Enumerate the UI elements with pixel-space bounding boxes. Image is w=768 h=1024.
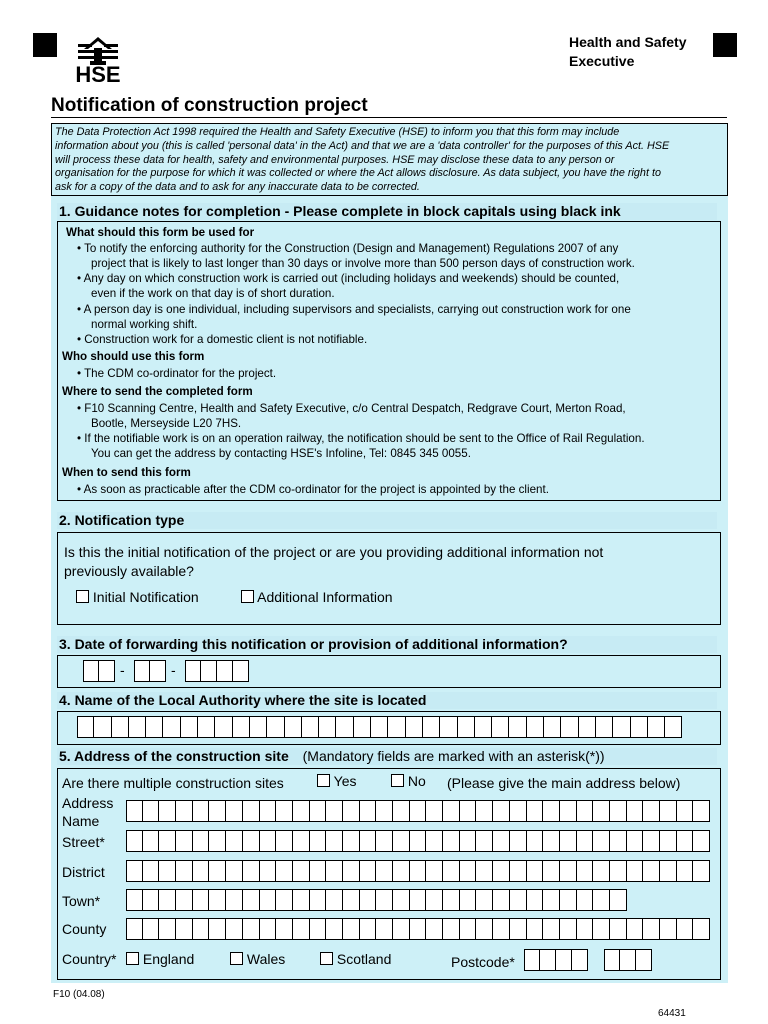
town-field[interactable]	[126, 889, 627, 911]
guidance-line: project that is likely to last longer than 30 days or involve more than 500 person days of construction work.	[91, 257, 635, 270]
character-cell[interactable]	[443, 860, 460, 882]
postcode-outward-field[interactable]	[524, 949, 588, 971]
character-cell[interactable]	[209, 830, 226, 852]
guidance-line: • To notify the enforcing authority for the Construction (Design and Management) Regulations 2007 of any	[77, 242, 619, 255]
character-cell[interactable]	[410, 800, 427, 822]
character-cell[interactable]	[343, 889, 360, 911]
main-address-note: (Please give the main address below)	[447, 775, 681, 791]
initial-notification-option[interactable]	[76, 589, 199, 605]
character-cell[interactable]	[406, 716, 423, 738]
data-protection-line: information about you (this is called 'personal data' in the Act) and that we are a 'data controller' for the purposes of this Act. HSE	[55, 139, 670, 152]
character-cell[interactable]	[143, 889, 160, 911]
character-cell[interactable]	[260, 830, 277, 852]
initial-notification-checkbox[interactable]	[76, 590, 89, 603]
character-cell[interactable]	[527, 830, 544, 852]
character-cell[interactable]	[527, 918, 544, 940]
district-label: District	[62, 864, 105, 880]
character-cell[interactable]	[276, 830, 293, 852]
multiple-sites-no-checkbox[interactable]	[391, 774, 404, 787]
character-cell[interactable]	[475, 716, 492, 738]
additional-information-checkbox[interactable]	[241, 590, 254, 603]
character-cell[interactable]	[660, 860, 677, 882]
country-scotland-option[interactable]	[320, 951, 391, 967]
england-checkbox[interactable]	[126, 952, 139, 965]
guidance-line: • The CDM co-ordinator for the project.	[77, 367, 277, 380]
character-cell[interactable]	[693, 918, 710, 940]
wales-label: Wales	[246, 951, 286, 967]
character-cell[interactable]	[310, 800, 327, 822]
character-cell[interactable]	[209, 860, 226, 882]
guidance-who-heading: Who should use this form	[62, 350, 205, 363]
guidance-where-heading: Where to send the completed form	[62, 385, 253, 398]
character-cell[interactable]	[610, 860, 627, 882]
character-cell[interactable]	[319, 716, 336, 738]
character-cell[interactable]	[627, 918, 644, 940]
district-field[interactable]	[126, 860, 710, 882]
character-cell[interactable]	[510, 800, 527, 822]
character-cell[interactable]	[310, 918, 327, 940]
character-cell[interactable]	[126, 800, 143, 822]
character-cell[interactable]	[460, 918, 477, 940]
character-cell[interactable]	[543, 830, 560, 852]
county-label: County	[62, 921, 107, 937]
character-cell[interactable]	[627, 800, 644, 822]
street-label: Street*	[62, 834, 105, 850]
character-cell[interactable]	[360, 830, 377, 852]
additional-information-label: Additional Information	[257, 589, 393, 605]
character-cell[interactable]	[527, 860, 544, 882]
character-cell[interactable]	[243, 860, 260, 882]
character-cell[interactable]	[215, 716, 232, 738]
character-cell[interactable]	[643, 860, 660, 882]
character-cell[interactable]	[360, 860, 377, 882]
character-cell[interactable]	[426, 830, 443, 852]
character-cell[interactable]	[193, 830, 210, 852]
section-4-heading: 4. Name of the Local Authority where the site is located	[57, 692, 717, 709]
character-cell[interactable]	[360, 889, 377, 911]
england-label: England	[142, 951, 195, 967]
character-cell[interactable]	[260, 918, 277, 940]
character-cell[interactable]	[193, 889, 210, 911]
character-cell[interactable]	[665, 716, 682, 738]
character-cell[interactable]	[393, 800, 410, 822]
character-cell[interactable]	[493, 918, 510, 940]
data-protection-line: organisation for the purpose for which it was collected or where the Act allows disclosure. As data subject, you have the right to	[55, 167, 661, 180]
section-3-heading: 3. Date of forwarding this notification or provision of additional information?	[57, 636, 717, 653]
character-cell[interactable]	[579, 716, 596, 738]
character-cell[interactable]	[593, 860, 610, 882]
character-cell[interactable]	[561, 716, 578, 738]
character-cell[interactable]	[443, 918, 460, 940]
character-cell[interactable]	[94, 716, 111, 738]
character-cell[interactable]	[343, 800, 360, 822]
character-cell[interactable]	[233, 716, 250, 738]
character-cell[interactable]	[493, 800, 510, 822]
guidance-line: • F10 Scanning Centre, Health and Safety Executive, c/o Central Despatch, Redgrave Court, Merton Road,	[77, 402, 626, 415]
character-cell[interactable]	[77, 716, 94, 738]
character-cell[interactable]	[336, 716, 353, 738]
date-month-field[interactable]	[134, 660, 166, 682]
character-cell[interactable]	[260, 860, 277, 882]
character-cell[interactable]	[343, 918, 360, 940]
character-cell[interactable]	[388, 716, 405, 738]
character-cell[interactable]	[376, 800, 393, 822]
character-cell[interactable]	[129, 716, 146, 738]
character-cell[interactable]	[577, 830, 594, 852]
registration-mark-right	[713, 33, 737, 57]
character-cell[interactable]	[181, 716, 198, 738]
character-cell[interactable]	[126, 918, 143, 940]
character-cell[interactable]	[543, 918, 560, 940]
multiple-sites-no-label: No	[407, 773, 426, 789]
guidance-when-heading: When to send this form	[62, 466, 191, 479]
character-cell[interactable]	[693, 830, 710, 852]
hse-logo	[68, 36, 128, 90]
character-cell[interactable]	[544, 716, 561, 738]
data-protection-line: ask for a copy of the data and to ask for any inaccurate data to be corrected.	[55, 181, 420, 194]
character-cell[interactable]	[677, 860, 694, 882]
county-field[interactable]	[126, 918, 710, 940]
multiple-sites-question: Are there multiple construction sites	[62, 775, 284, 791]
character-cell[interactable]	[443, 830, 460, 852]
character-cell[interactable]	[143, 830, 160, 852]
character-cell[interactable]	[577, 860, 594, 882]
character-cell[interactable]	[610, 889, 627, 911]
character-cell[interactable]	[326, 918, 343, 940]
character-cell[interactable]	[527, 800, 544, 822]
character-cell[interactable]	[527, 889, 544, 911]
multiple-sites-yes-checkbox[interactable]	[317, 774, 330, 787]
character-cell[interactable]	[193, 918, 210, 940]
character-cell[interactable]	[593, 800, 610, 822]
character-cell[interactable]	[410, 889, 427, 911]
character-cell[interactable]	[543, 800, 560, 822]
character-cell[interactable]	[260, 800, 277, 822]
character-cell[interactable]	[560, 860, 577, 882]
character-cell[interactable]	[226, 889, 243, 911]
character-cell[interactable]	[648, 716, 665, 738]
character-cell[interactable]	[593, 830, 610, 852]
character-cell[interactable]	[143, 800, 160, 822]
character-cell[interactable]	[176, 860, 193, 882]
character-cell[interactable]	[410, 860, 427, 882]
section-5-heading	[57, 748, 717, 765]
section-1-heading: 1. Guidance notes for completion - Please complete in block capitals using black ink	[57, 203, 717, 220]
scotland-label: Scotland	[336, 951, 392, 967]
character-cell[interactable]	[112, 716, 129, 738]
character-cell[interactable]	[410, 918, 427, 940]
character-cell[interactable]	[677, 800, 694, 822]
character-cell[interactable]	[693, 860, 710, 882]
character-cell[interactable]	[476, 830, 493, 852]
character-cell[interactable]	[643, 918, 660, 940]
character-cell[interactable]	[460, 889, 477, 911]
character-cell[interactable]	[493, 830, 510, 852]
character-cell[interactable]	[660, 830, 677, 852]
character-cell[interactable]	[226, 860, 243, 882]
character-cell[interactable]	[426, 800, 443, 822]
character-cell[interactable]	[376, 889, 393, 911]
character-cell[interactable]	[458, 716, 475, 738]
character-cell[interactable]	[193, 800, 210, 822]
character-cell[interactable]	[310, 830, 327, 852]
character-cell[interactable]	[577, 889, 594, 911]
character-cell[interactable]	[677, 918, 694, 940]
form-code: F10 (04.08)	[53, 989, 105, 1000]
character-cell[interactable]	[460, 860, 477, 882]
character-cell[interactable]	[276, 860, 293, 882]
guidance-line: You can get the address by contacting HSE's Infoline, Tel: 0845 345 0055.	[91, 447, 471, 460]
character-cell[interactable]	[226, 830, 243, 852]
section-2-heading: 2. Notification type	[57, 512, 717, 529]
character-cell[interactable]	[410, 830, 427, 852]
character-cell[interactable]	[493, 860, 510, 882]
data-protection-notice	[51, 123, 728, 196]
character-cell[interactable]	[393, 918, 410, 940]
character-cell[interactable]	[643, 830, 660, 852]
character-cell[interactable]	[509, 716, 526, 738]
character-cell[interactable]	[476, 889, 493, 911]
character-cell[interactable]	[159, 800, 176, 822]
character-cell[interactable]	[159, 918, 176, 940]
character-cell[interactable]	[577, 918, 594, 940]
character-cell[interactable]	[310, 889, 327, 911]
character-cell[interactable]	[677, 830, 694, 852]
character-cell[interactable]	[440, 716, 457, 738]
address-name-label-2: Name	[62, 813, 100, 829]
hse-logo-text: HSE	[75, 62, 121, 87]
character-cell[interactable]	[159, 860, 176, 882]
guidance-line: Bootle, Merseyside L20 7HS.	[91, 417, 242, 430]
section-5-title: 5. Address of the construction site	[59, 748, 289, 764]
character-cell[interactable]	[371, 716, 388, 738]
character-cell[interactable]	[209, 918, 226, 940]
character-cell[interactable]	[198, 716, 215, 738]
character-cell[interactable]	[543, 889, 560, 911]
date-separator: -	[120, 662, 125, 678]
data-protection-line: will process these data for health, safety and environmental purposes. HSE may disclose these data to any person or	[55, 153, 615, 166]
character-cell[interactable]	[426, 889, 443, 911]
registration-mark-left	[33, 33, 57, 57]
character-cell[interactable]	[293, 918, 310, 940]
character-cell[interactable]	[393, 830, 410, 852]
character-cell[interactable]	[276, 889, 293, 911]
character-cell[interactable]	[476, 800, 493, 822]
org-name	[569, 33, 686, 71]
character-cell[interactable]	[143, 918, 160, 940]
character-cell[interactable]	[146, 716, 163, 738]
character-cell[interactable]	[293, 830, 310, 852]
guidance-line: • A person day is one individual, including supervisors and specialists, carrying out construction work for one	[77, 303, 631, 316]
local-authority-field[interactable]	[77, 716, 682, 738]
character-cell[interactable]	[610, 918, 627, 940]
reference-number: 64431	[658, 1008, 686, 1019]
character-cell[interactable]	[326, 889, 343, 911]
character-cell[interactable]	[285, 716, 302, 738]
date-year-field[interactable]	[185, 660, 249, 682]
character-cell[interactable]	[226, 800, 243, 822]
character-cell[interactable]	[293, 800, 310, 822]
guidance-line: • Construction work for a domestic client is not notifiable.	[77, 333, 368, 346]
character-cell[interactable]	[176, 889, 193, 911]
character-cell[interactable]	[360, 800, 377, 822]
character-cell[interactable]	[226, 918, 243, 940]
character-cell[interactable]	[560, 918, 577, 940]
character-cell[interactable]	[176, 830, 193, 852]
character-cell[interactable]	[243, 800, 260, 822]
character-cell[interactable]	[209, 889, 226, 911]
character-cell[interactable]	[326, 830, 343, 852]
scotland-checkbox[interactable]	[320, 952, 333, 965]
character-cell[interactable]	[610, 830, 627, 852]
character-cell[interactable]	[276, 800, 293, 822]
guidance-what-heading: What should this form be used for	[66, 226, 255, 239]
character-cell[interactable]	[443, 889, 460, 911]
character-cell[interactable]	[209, 800, 226, 822]
character-cell[interactable]	[492, 716, 509, 738]
character-cell[interactable]	[460, 830, 477, 852]
character-cell[interactable]	[354, 716, 371, 738]
character-cell[interactable]	[310, 860, 327, 882]
character-cell[interactable]	[159, 889, 176, 911]
character-cell[interactable]	[543, 860, 560, 882]
character-cell[interactable]	[176, 918, 193, 940]
additional-information-option[interactable]	[241, 589, 393, 605]
character-cell[interactable]	[476, 860, 493, 882]
character-cell[interactable]	[143, 860, 160, 882]
character-cell[interactable]	[126, 860, 143, 882]
character-cell[interactable]	[613, 716, 630, 738]
character-cell[interactable]	[243, 918, 260, 940]
org-name-line1: Health and Safety	[569, 34, 687, 50]
character-cell[interactable]	[631, 716, 648, 738]
character-cell[interactable]	[343, 830, 360, 852]
character-cell[interactable]	[267, 716, 284, 738]
character-cell[interactable]	[426, 918, 443, 940]
character-cell[interactable]	[643, 800, 660, 822]
character-cell[interactable]	[426, 860, 443, 882]
multiple-sites-yes-label: Yes	[333, 773, 357, 789]
character-cell[interactable]	[593, 918, 610, 940]
date-separator: -	[171, 662, 176, 678]
character-cell[interactable]	[627, 860, 644, 882]
character-cell[interactable]	[326, 800, 343, 822]
character-cell[interactable]	[596, 716, 613, 738]
character-cell[interactable]	[560, 800, 577, 822]
guidance-line: • As soon as practicable after the CDM co-ordinator for the project is appointed by the client.	[77, 483, 549, 496]
address-name-label-1: Address	[62, 795, 114, 811]
guidance-line: normal working shift.	[91, 318, 198, 331]
character-cell[interactable]	[276, 918, 293, 940]
character-cell[interactable]	[260, 889, 277, 911]
character-cell[interactable]	[163, 716, 180, 738]
character-cell[interactable]	[393, 889, 410, 911]
country-wales-option[interactable]	[230, 951, 285, 967]
postcode-inward-field[interactable]	[604, 949, 652, 971]
org-name-line2: Executive	[569, 53, 635, 69]
town-label: Town*	[62, 893, 101, 909]
street-field[interactable]	[126, 830, 710, 852]
data-protection-line: The Data Protection Act 1998 required the Health and Safety Executive (HSE) to inform you that this form may include	[55, 126, 620, 138]
character-cell[interactable]	[293, 889, 310, 911]
character-cell[interactable]	[510, 860, 527, 882]
character-cell[interactable]	[627, 830, 644, 852]
character-cell[interactable]	[343, 860, 360, 882]
character-cell[interactable]	[326, 860, 343, 882]
character-cell[interactable]	[510, 889, 527, 911]
character-cell[interactable]	[243, 830, 260, 852]
character-cell[interactable]	[126, 830, 143, 852]
character-cell[interactable]	[527, 716, 544, 738]
guidance-line: • Any day on which construction work is carried out (including holidays and weekends) should be counted,	[77, 272, 620, 285]
character-cell[interactable]	[302, 716, 319, 738]
character-cell[interactable]	[423, 716, 440, 738]
multiple-sites-yes-option[interactable]	[317, 773, 356, 789]
character-cell[interactable]	[376, 830, 393, 852]
character-cell[interactable]	[693, 800, 710, 822]
character-cell[interactable]	[126, 889, 143, 911]
title-underline	[51, 117, 727, 118]
country-england-option[interactable]	[126, 951, 194, 967]
character-cell[interactable]	[250, 716, 267, 738]
date-day-field[interactable]	[83, 660, 115, 682]
guidance-line: • If the notifiable work is on an operation railway, the notification should be sent to the Office of Rail Regulation.	[77, 432, 645, 445]
character-cell[interactable]	[493, 889, 510, 911]
character-cell[interactable]	[360, 918, 377, 940]
postcode-label: Postcode*	[451, 954, 515, 970]
notification-question-line2: previously available?	[64, 563, 194, 579]
country-label: Country*	[62, 951, 117, 967]
character-cell[interactable]	[176, 800, 193, 822]
character-cell[interactable]	[510, 830, 527, 852]
character-cell[interactable]	[593, 889, 610, 911]
character-cell[interactable]	[660, 800, 677, 822]
initial-notification-label: Initial Notification	[92, 589, 199, 605]
page-title: Notification of construction project	[51, 95, 368, 116]
character-cell[interactable]	[159, 830, 176, 852]
character-cell[interactable]	[510, 918, 527, 940]
multiple-sites-no-option[interactable]	[391, 773, 426, 789]
character-cell[interactable]	[443, 800, 460, 822]
character-cell[interactable]	[460, 800, 477, 822]
character-cell[interactable]	[243, 889, 260, 911]
character-cell[interactable]	[610, 800, 627, 822]
guidance-line: even if the work on that day is of short duration.	[91, 287, 335, 300]
character-cell[interactable]	[476, 918, 493, 940]
character-cell[interactable]	[393, 860, 410, 882]
section-5-note: (Mandatory fields are marked with an asterisk(*))	[302, 748, 605, 764]
character-cell[interactable]	[560, 889, 577, 911]
character-cell[interactable]	[376, 860, 393, 882]
character-cell[interactable]	[376, 918, 393, 940]
character-cell[interactable]	[560, 830, 577, 852]
address-name-field[interactable]	[126, 800, 710, 822]
notification-question-line1: Is this the initial notification of the project or are you providing additional information not	[64, 544, 604, 560]
character-cell[interactable]	[577, 800, 594, 822]
character-cell[interactable]	[293, 860, 310, 882]
character-cell[interactable]	[193, 860, 210, 882]
character-cell[interactable]	[660, 918, 677, 940]
wales-checkbox[interactable]	[230, 952, 243, 965]
